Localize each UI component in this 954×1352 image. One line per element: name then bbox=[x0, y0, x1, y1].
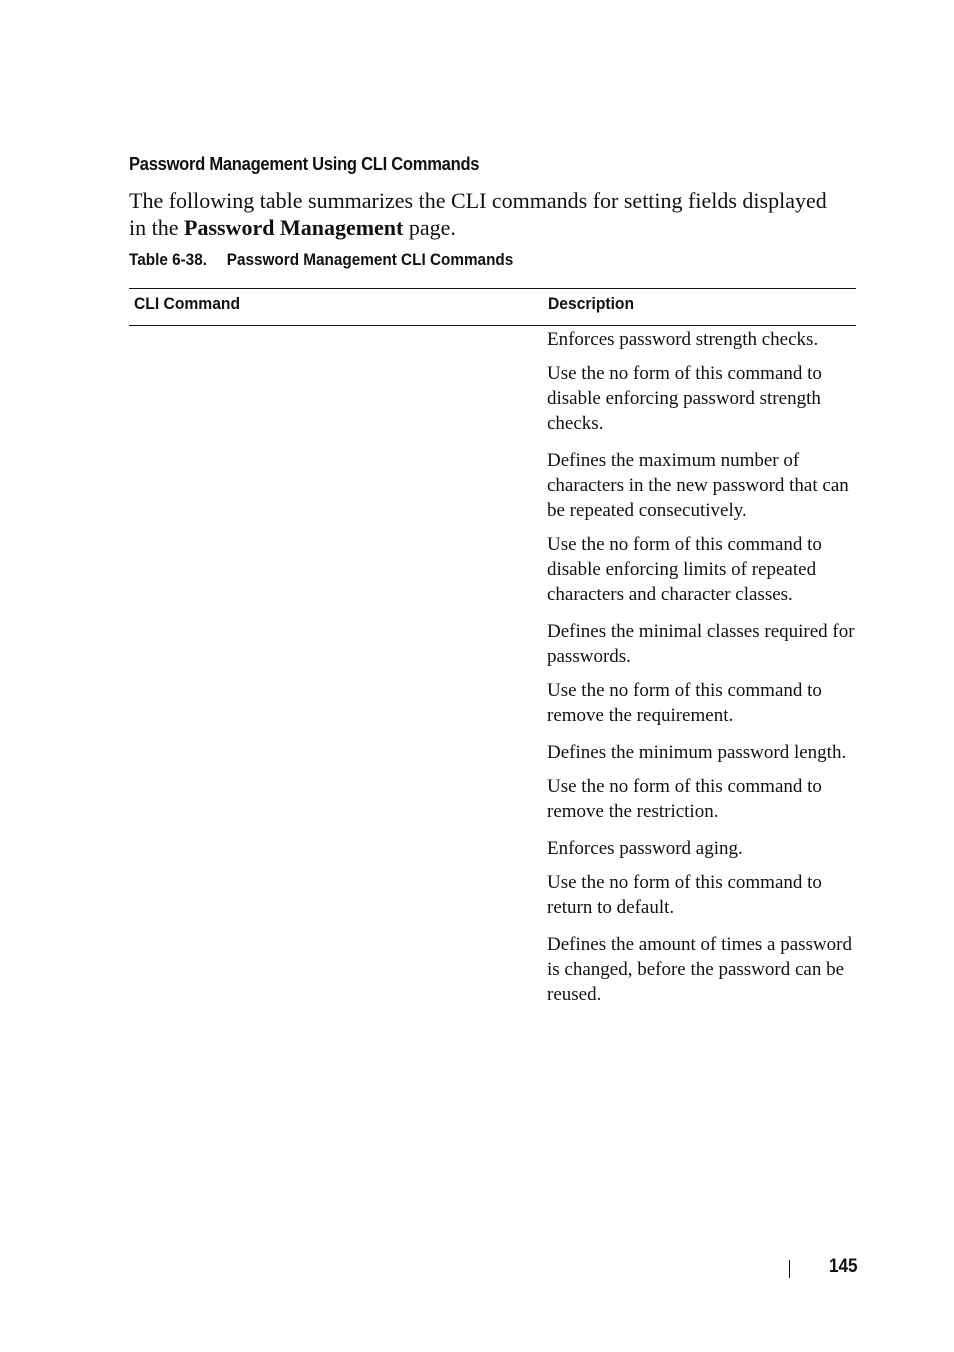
description-paragraph: Use the no form of this command to disable enforcing limits of repeated characters and character classes. bbox=[547, 534, 822, 605]
description-paragraph: Use the no form of this command to return to default. bbox=[547, 872, 822, 918]
intro-bold-page-name: Password Management bbox=[184, 215, 404, 240]
description-paragraph: Defines the amount of times a password is changed, before the password can be reused. bbox=[547, 934, 852, 1005]
column-header-description: Description bbox=[548, 294, 635, 313]
intro-text-before: The following table summarizes the CLI commands for setting fields displayed in the bbox=[129, 188, 827, 240]
description-paragraph: Use the no form of this command to remove the requirement. bbox=[547, 680, 822, 726]
section-heading: Password Management Using CLI Commands bbox=[129, 154, 480, 174]
cli-commands-table bbox=[129, 288, 856, 1005]
footer-divider bbox=[789, 1260, 790, 1278]
description-paragraph: Enforces password strength checks. bbox=[547, 329, 819, 350]
intro-text-after: page. bbox=[403, 215, 456, 240]
description-paragraph: Enforces password aging. bbox=[547, 838, 743, 859]
table-header-row bbox=[129, 288, 856, 326]
table-caption-number: Table 6-38. bbox=[129, 250, 207, 269]
description-paragraph: Use the no form of this command to disable enforcing password strength checks. bbox=[547, 363, 822, 434]
intro-paragraph bbox=[129, 187, 829, 241]
description-paragraph: Defines the maximum number of characters in the new password that can be repeated consecutively. bbox=[547, 450, 849, 521]
description-column bbox=[547, 327, 857, 1016]
page-number: 145 bbox=[829, 1256, 858, 1277]
table-caption bbox=[129, 250, 513, 270]
description-paragraph: Use the no form of this command to remove the restriction. bbox=[547, 776, 822, 822]
description-paragraph: Defines the minimal classes required for passwords. bbox=[547, 621, 855, 667]
column-header-cli-command: CLI Command bbox=[134, 294, 241, 313]
description-paragraph: Defines the minimum password length. bbox=[547, 742, 847, 763]
table-caption-title: Password Management CLI Commands bbox=[226, 250, 514, 269]
